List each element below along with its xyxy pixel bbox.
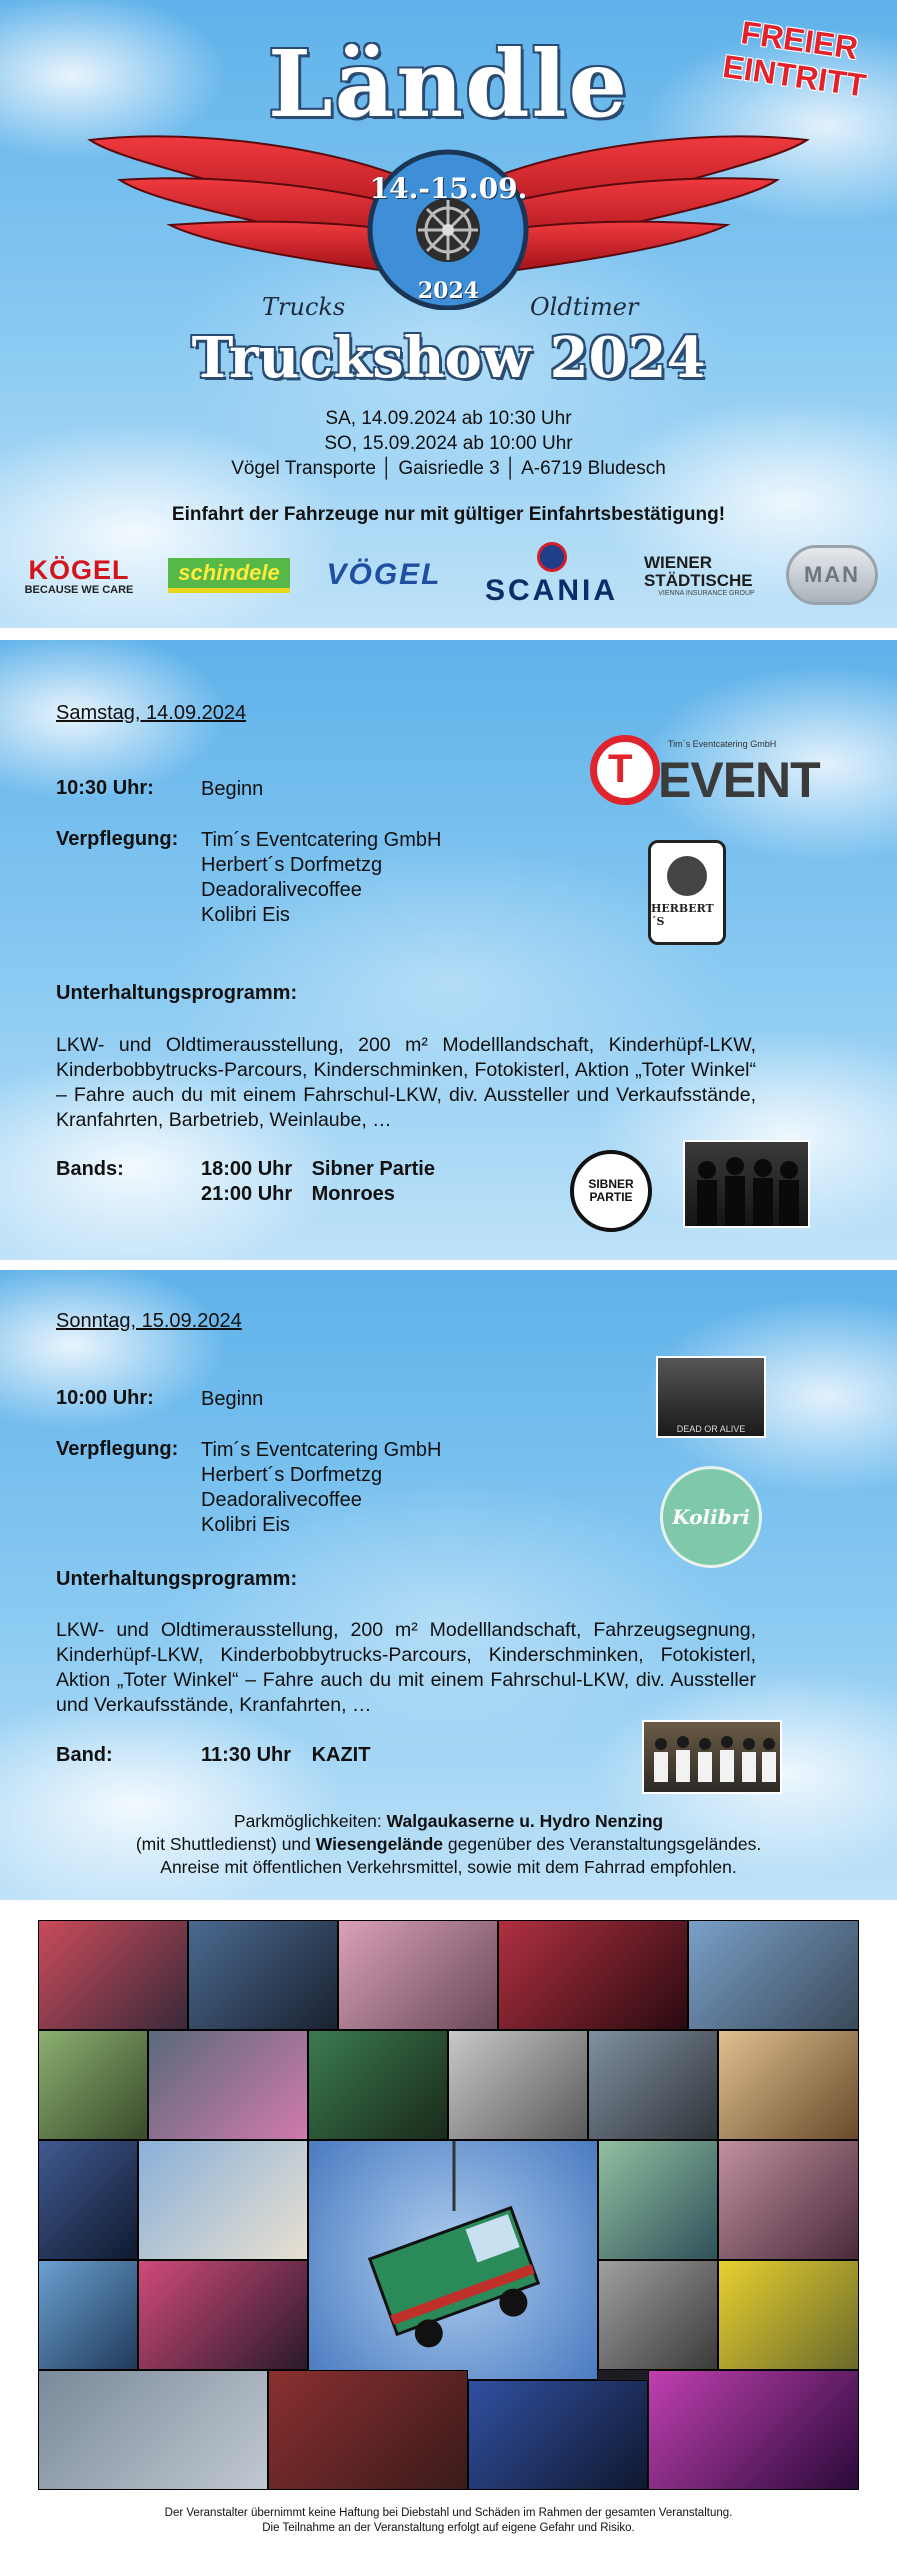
food-item: Tim´s Eventcatering GmbH bbox=[201, 1439, 442, 1461]
collage-photo bbox=[468, 2380, 648, 2490]
parking-meadow: Wiesengelände bbox=[315, 1834, 444, 1854]
voegel-name: VÖGEL bbox=[326, 558, 442, 591]
collage-photo bbox=[138, 2140, 308, 2260]
collage-photo bbox=[648, 2370, 859, 2490]
sunday-program-label: Unterhaltungsprogramm: bbox=[56, 1568, 298, 1590]
band-entry bbox=[201, 1183, 395, 1206]
collage-photo bbox=[688, 1920, 859, 2030]
food-item: Herbert´s Dorfmetzg bbox=[201, 1464, 383, 1486]
band-entry bbox=[201, 1744, 370, 1767]
event-t-icon: T bbox=[608, 747, 633, 791]
band-time: 11:30 Uhr bbox=[201, 1744, 292, 1766]
food-item: Deadoralivecoffee bbox=[201, 879, 362, 901]
collage-photo bbox=[38, 1920, 188, 2030]
collage-photo bbox=[598, 2260, 718, 2370]
wheel-year: 2024 bbox=[417, 278, 480, 304]
wheel-dates: 14.-15.09. bbox=[369, 172, 528, 205]
food-item: Kolibri Eis bbox=[201, 1514, 290, 1536]
herberts-logo-text: HERBERT´S bbox=[651, 902, 714, 928]
sponsor-man-logo bbox=[782, 540, 882, 610]
header-banner bbox=[0, 0, 897, 628]
disclaimer-line: Der Veranstalter übernimmt keine Haftung bei Diebstahl und Schäden im Rahmen der gesamten Veranstaltung. bbox=[164, 2507, 733, 2519]
parking-public-transport: Anreise mit öffentlichen Verkehrsmittel, sowie mit dem Fahrrad empfohlen. bbox=[160, 1857, 737, 1877]
collage-photo bbox=[38, 2260, 138, 2370]
musicians-icon bbox=[644, 1722, 782, 1794]
collage-photo bbox=[188, 1920, 338, 2030]
kogel-tagline: BECAUSE WE CARE bbox=[24, 583, 134, 596]
saturday-start-label: 10:30 Uhr: bbox=[56, 777, 154, 799]
sponsor-row bbox=[14, 540, 883, 610]
food-item: Deadoralivecoffee bbox=[201, 1489, 362, 1511]
date-saturday: SA, 14.09.2024 ab 10:30 Uhr bbox=[325, 408, 572, 429]
parking-prefix: Parkmöglichkeiten: bbox=[233, 1811, 387, 1831]
date-sunday: SO, 15.09.2024 ab 10:00 Uhr bbox=[324, 433, 573, 454]
schindele-name: schindele bbox=[168, 558, 289, 593]
label-oldtimer: Oldtimer bbox=[530, 293, 639, 321]
disclaimer bbox=[0, 2506, 897, 2536]
band-name: Monroes bbox=[311, 1183, 395, 1205]
collage-photo bbox=[38, 2370, 268, 2490]
wiener-name: WIENER STÄDTISCHE bbox=[644, 552, 753, 590]
disclaimer-line: Die Teilnahme an der Veranstaltung erfolgt auf eigene Gefahr und Risiko. bbox=[262, 2522, 635, 2534]
sunday-start-value: Beginn bbox=[201, 1388, 264, 1410]
sponsor-kogel-logo bbox=[14, 540, 144, 610]
band-time: 18:00 Uhr bbox=[201, 1158, 293, 1180]
sunday-section bbox=[0, 1270, 897, 1900]
food-item: Herbert´s Dorfmetzg bbox=[201, 854, 383, 876]
collage-photo bbox=[588, 2030, 718, 2140]
label-trucks: Trucks bbox=[262, 293, 346, 321]
collage-photo bbox=[38, 2030, 148, 2140]
event-title: Ländle bbox=[268, 30, 629, 138]
event-logo-text: EVENT bbox=[658, 752, 820, 808]
coffee-photo-caption: DEAD OR ALIVE bbox=[676, 1424, 746, 1434]
sunday-food-list bbox=[201, 1438, 441, 1538]
collage-photo bbox=[598, 2140, 718, 2260]
saturday-bands-label: Bands: bbox=[56, 1158, 124, 1180]
parking-shuttle: (mit Shuttledienst) und bbox=[135, 1834, 316, 1854]
sponsor-voegel-logo bbox=[309, 540, 459, 610]
saturday-program-label: Unterhaltungsprogramm: bbox=[56, 982, 298, 1004]
event-dates bbox=[0, 406, 897, 481]
collage-photo-center-truck bbox=[308, 2140, 598, 2380]
scania-crest-icon bbox=[537, 542, 567, 572]
band-silhouettes-icon bbox=[685, 1142, 810, 1228]
collage-photo bbox=[308, 2030, 448, 2140]
sunday-food-label: Verpflegung: bbox=[56, 1438, 179, 1460]
food-item: Kolibri Eis bbox=[201, 904, 290, 926]
parking-locations: Walgaukaserne u. Hydro Nenzing bbox=[386, 1811, 664, 1831]
collage-photo bbox=[718, 2030, 859, 2140]
saturday-program-text: LKW- und Oldtimerausstellung, 200 m² Modelllandschaft, Kinderhüpf-LKW, Kinderbobbytrucks-Parcours, Kinderschminken, Fotokisterl, Aktion „Toter Winkel“ – Fahre auch du mit einem Fahrschul-LKW, div. Aussteller und Verkaufsstände, Kranfahrten, Barbetrieb, Weinlaube, … bbox=[56, 1034, 756, 1131]
sponsor-wiener-logo bbox=[644, 540, 769, 610]
sunday-title: Sonntag, 15.09.2024 bbox=[56, 1310, 242, 1332]
event-subtitle: Truckshow 2024 bbox=[191, 325, 706, 391]
photo-collage-section bbox=[0, 1910, 897, 2560]
collage-photo bbox=[718, 2260, 859, 2370]
sponsor-scania-logo bbox=[469, 540, 634, 610]
sunday-band-label: Band: bbox=[56, 1744, 113, 1766]
kogel-name: KÖGEL bbox=[28, 554, 130, 585]
saturday-section bbox=[0, 640, 897, 1260]
sibner-partie-logo: SIBNER PARTIE bbox=[570, 1150, 652, 1232]
photo-collage bbox=[38, 1920, 859, 2490]
wiener-tagline: VIENNA INSURANCE GROUP bbox=[658, 589, 755, 597]
collage-photo bbox=[448, 2030, 588, 2140]
butcher-portrait-icon bbox=[667, 856, 707, 896]
band-time: 21:00 Uhr bbox=[201, 1183, 293, 1205]
band-name: KAZIT bbox=[311, 1744, 371, 1766]
collage-photo bbox=[148, 2030, 308, 2140]
parking-location-note: gegenüber des Veranstaltungsgeländes. bbox=[443, 1834, 762, 1854]
hanging-truck-icon bbox=[309, 2141, 599, 2381]
collage-photo bbox=[268, 2370, 468, 2490]
collage-photo bbox=[138, 2260, 308, 2370]
saturday-food-label: Verpflegung: bbox=[56, 828, 179, 850]
saturday-title: Samstag, 14.09.2024 bbox=[56, 702, 247, 724]
saturday-start-value: Beginn bbox=[201, 778, 264, 800]
collage-photo bbox=[338, 1920, 498, 2030]
kolibri-logo: Kolibri bbox=[660, 1466, 762, 1568]
event-logo-small: Tim´s Eventcatering GmbH bbox=[668, 739, 777, 749]
band-monroes-photo bbox=[683, 1140, 810, 1228]
sunday-start-label: 10:00 Uhr: bbox=[56, 1387, 154, 1409]
man-name: MAN bbox=[786, 545, 878, 605]
free-entry-badge: FREIER EINTRITT bbox=[720, 14, 869, 104]
coffee-truck-photo bbox=[656, 1356, 766, 1438]
collage-photo bbox=[498, 1920, 688, 2030]
tims-event-logo bbox=[590, 735, 820, 815]
sunday-program-text: LKW- und Oldtimerausstellung, 200 m² Modelllandschaft, Fahrzeugsegnung, Kinderhüpf-LKW, Kinderbobbytrucks-Parcours, Kinderschminken, Fotokisterl, Aktion „Toter Winkel“ – Fahre auch du mit einem Fahrschul-LKW, div. Aussteller und Verkaufsstände, Kranfahrten, … bbox=[56, 1619, 756, 1716]
saturday-food-list bbox=[201, 828, 441, 928]
band-kazit-photo bbox=[642, 1720, 782, 1794]
scania-name: SCANIA bbox=[484, 574, 618, 607]
entry-note: Einfahrt der Fahrzeuge nur mit gültiger Einfahrtsbestätigung! bbox=[171, 504, 726, 525]
collage-photo bbox=[718, 2140, 859, 2260]
parking-info bbox=[0, 1810, 897, 1879]
band-name: Sibner Partie bbox=[311, 1158, 435, 1180]
herberts-logo bbox=[648, 840, 726, 945]
band-entry bbox=[201, 1158, 435, 1181]
collage-photo bbox=[38, 2140, 138, 2260]
sponsor-schindele-logo bbox=[164, 540, 294, 610]
food-item: Tim´s Eventcatering GmbH bbox=[201, 829, 442, 851]
event-location: Vögel Transporte │ Gaisriedle 3 │ A-6719 Bludesch bbox=[231, 458, 666, 479]
